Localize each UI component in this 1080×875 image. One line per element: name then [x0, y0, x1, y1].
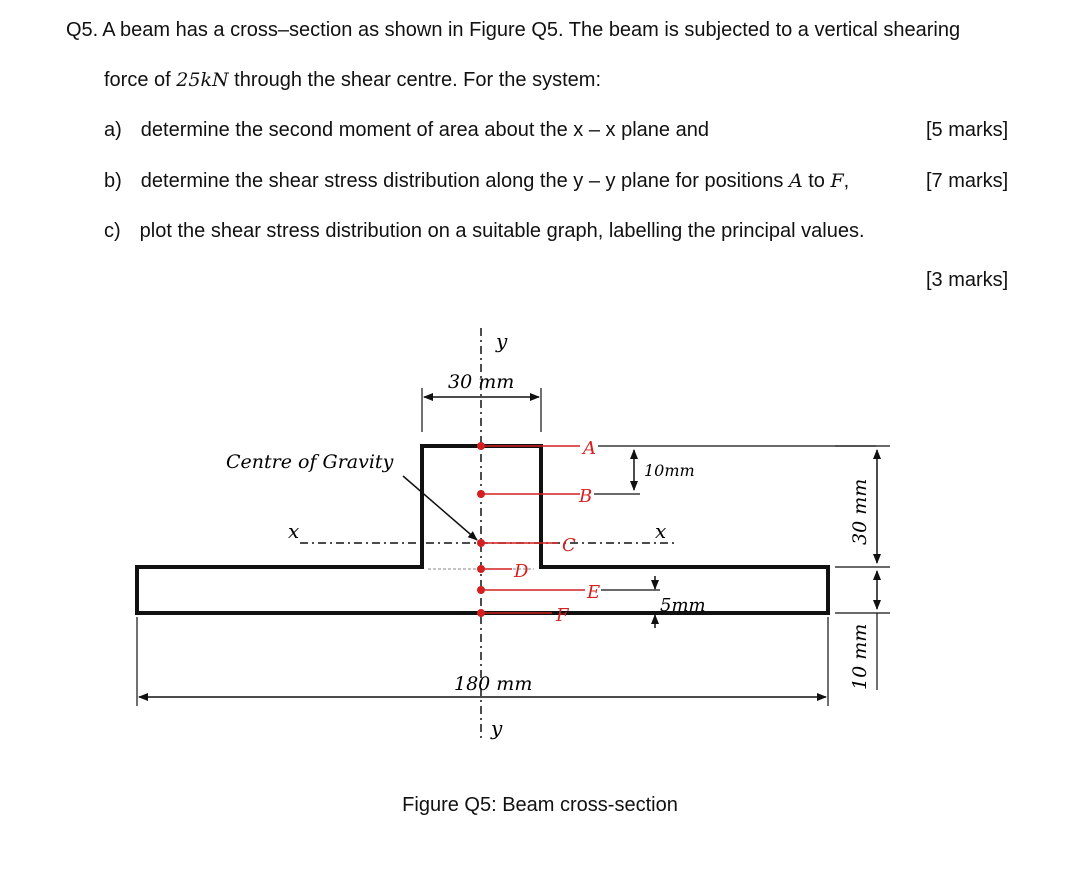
position-dot-a	[478, 443, 484, 449]
position-dot-e	[478, 587, 484, 593]
y-label-top: y	[496, 329, 508, 353]
position-label-c: C	[562, 535, 576, 556]
x-label-left: x	[288, 519, 300, 543]
part-b-text: determine the shear stress distribution along the y – y plane for positions	[140, 170, 789, 192]
cog-pointer	[403, 476, 477, 540]
part-b-label: b)	[104, 170, 122, 192]
part-a-label: a)	[104, 119, 122, 141]
figure-caption: Figure Q5: Beam cross-section	[402, 794, 678, 816]
part-b-from: A	[788, 170, 803, 192]
question-intro-text: A beam has a cross–section as shown in Figure Q5. The beam is subjected to a vertical shearing	[102, 19, 961, 41]
position-label-b: B	[579, 486, 593, 507]
position-label-e: E	[587, 582, 601, 603]
position-dot-c	[478, 540, 484, 546]
part-b-to-word: to	[802, 170, 831, 192]
dim-10mm-right-label: 10 mm	[849, 623, 871, 690]
shear-force-value: 25kN	[176, 69, 229, 91]
position-label-f: F	[556, 605, 569, 626]
position-dot-f	[478, 610, 484, 616]
part-a-text: determine the second moment of area about the x – x plane and	[140, 119, 709, 141]
cog-label: Centre of Gravity	[226, 451, 394, 473]
position-dot-d	[478, 566, 484, 572]
flange-width-label: 180 mm	[454, 673, 533, 695]
dim-5mm-label: 5mm	[660, 595, 706, 616]
part-a-marks: [5 marks]	[926, 119, 1009, 141]
part-b-post: ,	[843, 170, 850, 192]
web-width-label: 30 mm	[448, 371, 515, 393]
part-c-label: c)	[104, 220, 121, 242]
intro-line2-post: through the shear centre. For the system:	[228, 69, 601, 91]
dim-30mm-right-label: 30 mm	[849, 478, 871, 545]
part-b-marks: [7 marks]	[926, 170, 1009, 192]
intro-line2-pre: force of	[104, 69, 177, 91]
question-number: Q5.	[66, 19, 99, 41]
position-label-d: D	[514, 561, 529, 582]
part-c-marks: [3 marks]	[926, 269, 1009, 291]
x-label-right: x	[655, 519, 667, 543]
y-label-bottom: y	[491, 716, 503, 740]
part-c-text: plot the shear stress distribution on a suitable graph, labelling the principal values.	[139, 220, 865, 242]
part-b-to: F	[830, 170, 844, 192]
position-label-a: A	[583, 438, 596, 459]
position-dot-b	[478, 491, 484, 497]
dim-10mm-label: 10mm	[644, 461, 695, 480]
